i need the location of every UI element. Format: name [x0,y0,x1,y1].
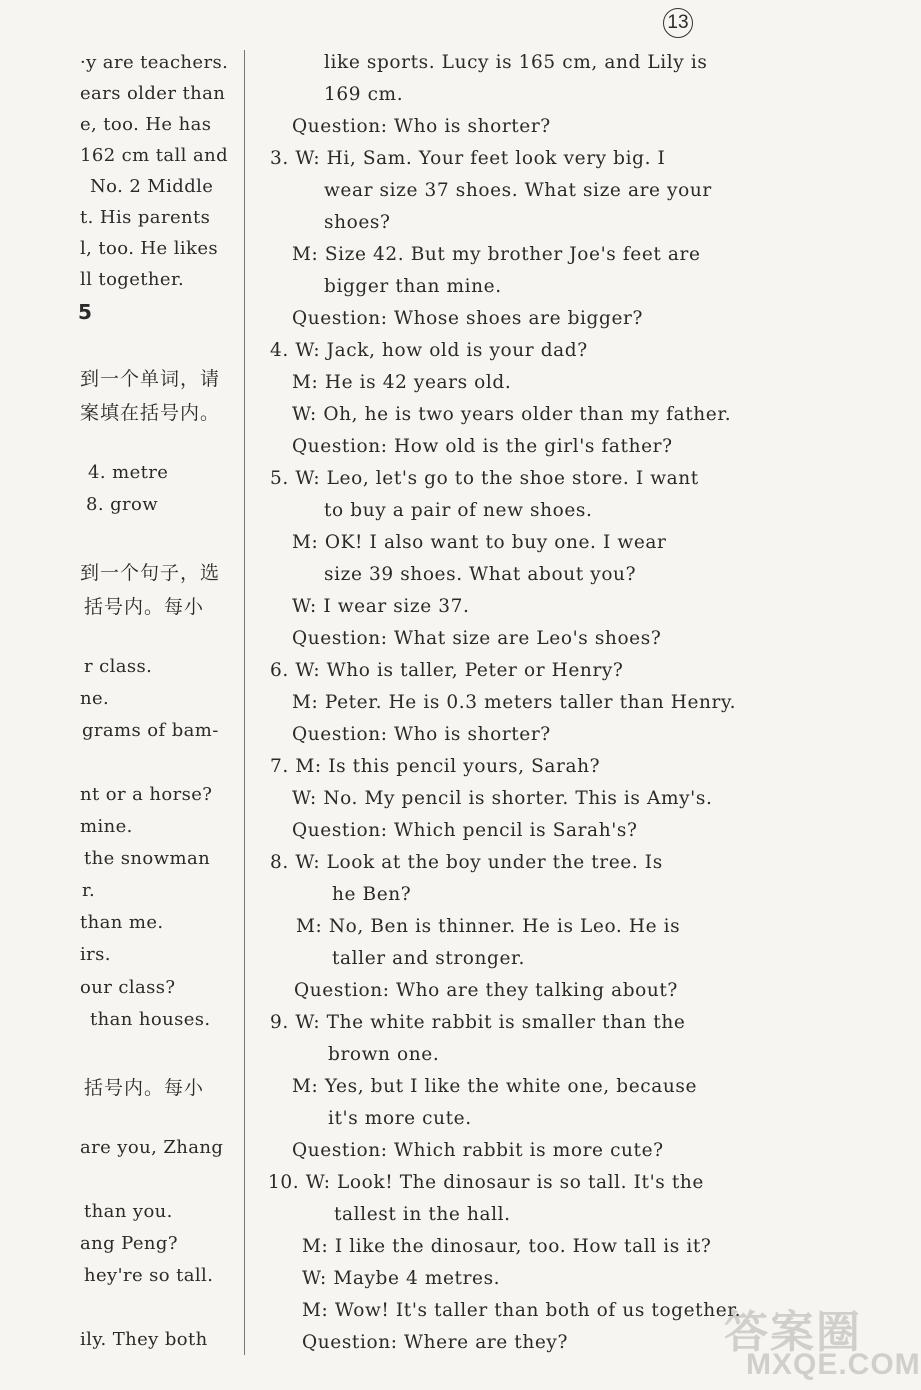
right-column-line: taller and stronger. [332,948,525,969]
left-column-line: r class. [84,656,153,677]
right-column-line: 10. W: Look! The dinosaur is so tall. It's the [268,1172,704,1193]
left-column-line: than me. [80,912,164,933]
left-column-line: than houses. [90,1009,211,1030]
right-column-line: Question: Where are they? [302,1332,568,1353]
right-column-line: 8. W: Look at the boy under the tree. Is [270,852,663,873]
left-column-line: than you. [84,1201,173,1222]
left-column-line: No. 2 Middle [90,176,214,197]
right-column-line: size 39 shoes. What about you? [324,564,637,585]
right-column-line: M: I like the dinosaur, too. How tall is it? [302,1236,712,1257]
left-column-line: 162 cm tall and [80,145,228,166]
right-column-line: 169 cm. [324,84,404,105]
right-column-line: W: Oh, he is two years older than my father. [292,404,732,425]
right-column-line: bigger than mine. [324,276,502,297]
left-column-line: our class? [80,977,176,998]
right-column-line: Question: Who is shorter? [292,116,551,137]
right-column-line: he Ben? [332,884,412,905]
watermark [716,1296,921,1386]
right-column-line: brown one. [328,1044,440,1065]
right-column-line: to buy a pair of new shoes. [324,500,593,521]
left-column-line: ·y are teachers. [80,52,229,73]
left-column-line: grams of bam- [82,720,219,741]
watermark-logo: 答案圈 [724,1307,862,1358]
right-column-line: 4. W: Jack, how old is your dad? [270,340,588,361]
right-column-line: Question: How old is the girl's father? [292,436,673,457]
left-column-line: ll together. [80,269,185,290]
left-column-line: r. [82,880,96,901]
left-column-line: 到一个句子，选 [80,562,221,584]
left-column-line: l, too. He likes [80,238,219,259]
right-column-line: Question: Whose shoes are bigger? [292,308,643,329]
right-column-line: M: Yes, but I like the white one, because [292,1076,698,1097]
right-column-line: Question: Who are they talking about? [294,980,678,1001]
right-column-line: M: No, Ben is thinner. He is Leo. He is [296,916,681,937]
right-column-line: M: Size 42. But my brother Joe's feet are [292,244,701,265]
right-column-line: 5. W: Leo, let's go to the shoe store. I want [270,468,699,489]
left-column-line: ne. [80,688,110,709]
left-column-line: ily. They both [80,1329,208,1350]
right-column-line: wear size 37 shoes. What size are your [324,180,712,201]
left-column-line: 案填在括号内。 [80,402,221,424]
right-column-line: M: OK! I also want to buy one. I wear [292,532,667,553]
right-column-line: Question: Which rabbit is more cute? [292,1140,664,1161]
watermark-url: MXQE.COM [746,1348,921,1381]
right-column-line: M: He is 42 years old. [292,372,512,393]
left-column-line: ears older than [80,83,226,104]
left-column-line: 8. grow [86,494,159,515]
left-column-line: e, too. He has [80,114,212,135]
left-column-line: nt or a horse? [80,784,213,805]
right-column-line: M: Wow! It's taller than both of us together. [302,1300,742,1321]
left-column-line: mine. [80,816,133,837]
right-column-line: 3. W: Hi, Sam. Your feet look very big. I [270,148,666,169]
right-column-line: shoes? [324,212,391,233]
left-column-line: 5 [78,300,93,324]
left-column-line: ang Peng? [80,1233,178,1254]
right-column-line: Question: What size are Leo's shoes? [292,628,662,649]
right-column-line: 7. M: Is this pencil yours, Sarah? [270,756,601,777]
page-number-text: 13 [667,12,689,33]
right-column-line: W: No. My pencil is shorter. This is Amy's. [292,788,713,809]
right-column-line: W: I wear size 37. [292,596,470,617]
left-column-line: irs. [80,944,111,965]
left-column-line: the snowman [84,848,211,869]
right-column-line: like sports. Lucy is 165 cm, and Lily is [324,52,708,73]
left-column-line: 括号内。每小 [84,1077,205,1099]
left-column-line: hey're so tall. [84,1265,214,1286]
right-column-line: 9. W: The white rabbit is smaller than the [270,1012,686,1033]
left-column-line: are you, Zhang [80,1137,224,1158]
right-column-line: tallest in the hall. [334,1204,511,1225]
left-column-line: t. His parents [80,207,211,228]
right-column-line: it's more cute. [328,1108,472,1129]
left-column-line: 到一个单词，请 [80,368,221,390]
right-column-line: Question: Who is shorter? [292,724,551,745]
right-column-line: 6. W: Who is taller, Peter or Henry? [270,660,624,681]
right-column-line: W: Maybe 4 metres. [302,1268,501,1289]
right-column-line: Question: Which pencil is Sarah's? [292,820,638,841]
left-column-line: 括号内。每小 [84,596,205,618]
left-column-line: 4. metre [88,462,169,483]
right-column-line: M: Peter. He is 0.3 meters taller than Henry. [292,692,737,713]
